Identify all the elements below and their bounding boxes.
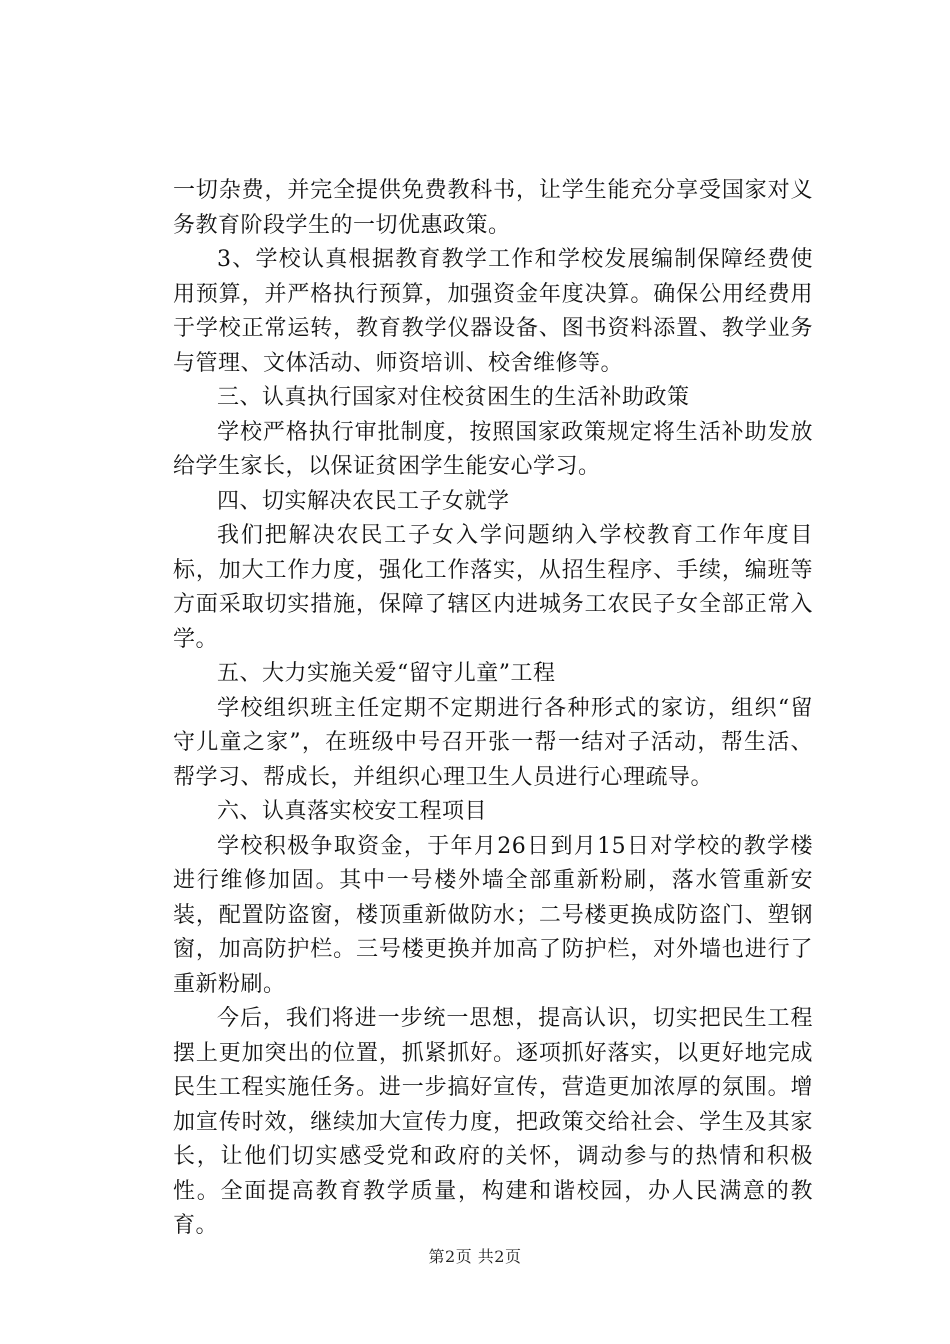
- page-number-label: 第2页 共2页: [428, 1247, 522, 1266]
- paragraph-left-behind-children: 学校组织班主任定期不定期进行各种形式的家访，组织“留守儿童之家”，在班级中号召开张一帮一结对子活动，帮生活、帮学习、帮成长，并组织心理卫生人员进行心理疏导。: [173, 695, 813, 790]
- paragraph-school-safety: 学校积极争取资金，于年月26日到月15日对学校的教学楼进行维修加固。其中一号楼外墙全部重新粉刷，落水管重新安装，配置防盗窗，楼顶重新做防水；二号楼更换成防盗门、塑钢窗，加高防护栏。三号楼更换并加高了防护栏，对外墙也进行了重新粉刷。: [173, 833, 813, 997]
- page-footer: [0, 1244, 950, 1267]
- document-body: [173, 174, 813, 1244]
- paragraph-conclusion: 今后，我们将进一步统一思想，提高认识，切实把民生工程摆上更加突出的位置，抓紧抓好。逐项抓好落实，以更好地完成民生工程实施任务。进一步搞好宣传，营造更加浓厚的氛围。增加宣传时效，继续加大宣传力度，把政策交给社会、学生及其家长，让他们切实感受党和政府的关怀，调动参与的热情和积极性。全面提高教育教学质量，构建和谐校园，办人民满意的教育。: [173, 1006, 813, 1238]
- section-heading-5: 五、大力实施关爱“留守儿童”工程: [217, 661, 556, 686]
- section-heading-3: 三、认真执行国家对住校贫困生的生活补助政策: [217, 385, 690, 410]
- paragraph-continuation: 一切杂费，并完全提供免费教科书，让学生能充分享受国家对义务教育阶段学生的一切优惠政策。: [173, 178, 813, 238]
- section-heading-4: 四、切实解决农民工子女就学: [217, 488, 510, 514]
- section-heading-6: 六、认真落实校安工程项目: [217, 799, 488, 824]
- paragraph-budget: 3、学校认真根据教育教学工作和学校发展编制保障经费使用预算，并严格执行预算，加强资金年度决算。确保公用经费用于学校正常运转，教育教学仪器设备、图书资料添置、教学业务与管理、文体活动、师资培训、校舍维修等。: [173, 247, 813, 376]
- paragraph-subsidy: 学校严格执行审批制度，按照国家政策规定将生活补助发放给学生家长，以保证贫困学生能安心学习。: [173, 419, 813, 479]
- paragraph-migrant-children: 我们把解决农民工子女入学问题纳入学校教育工作年度目标，加大工作力度，强化工作落实，从招生程序、手续，编班等方面采取切实措施，保障了辖区内进城务工农民子女全部正常入学。: [173, 523, 813, 652]
